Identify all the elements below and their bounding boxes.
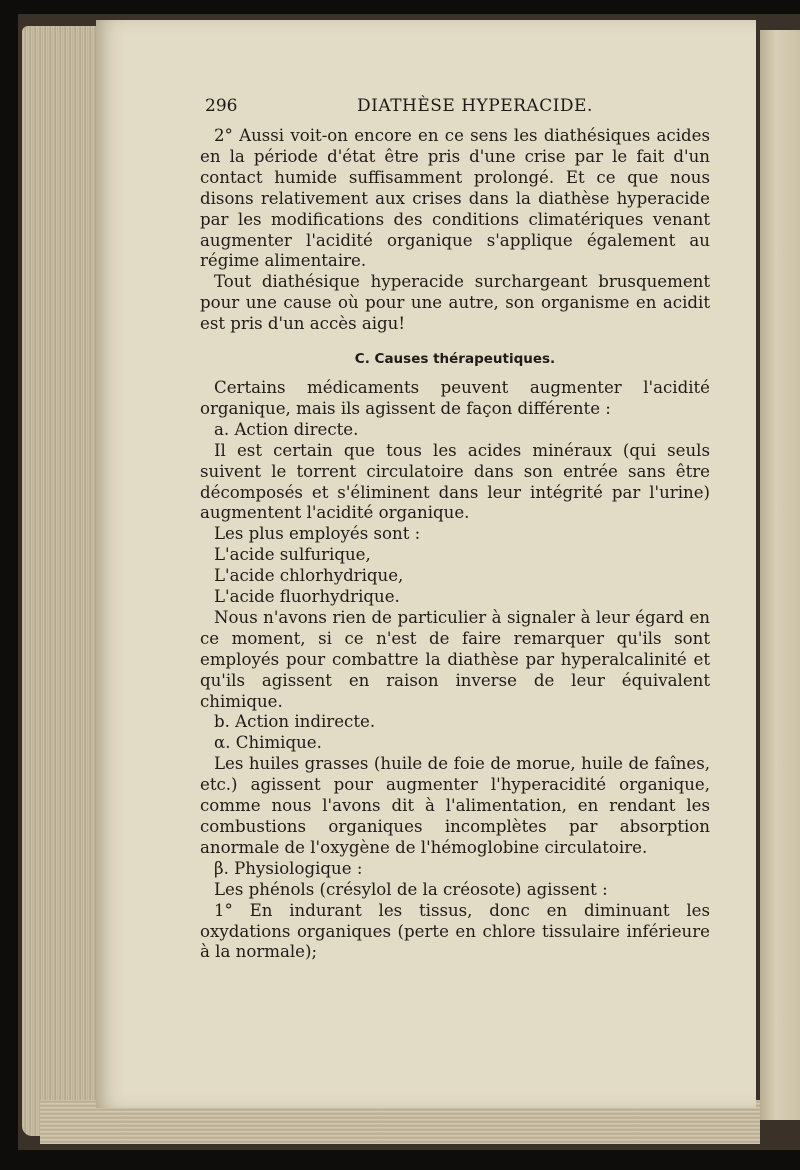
subheading: α. Chimique.	[214, 733, 322, 753]
facing-page-edge	[760, 30, 800, 1120]
paragraph: Il est certain que tous les acides minéraux (qui seuls suivent le torrent circulatoire dans son entrée sans être décomposés et s'éliminent dans leur intégrité par l'urine) augmentent l'acidité organique.	[200, 440, 710, 523]
page-number: 296	[205, 96, 238, 116]
list-item: L'acide sulfurique,	[214, 545, 371, 565]
paragraph: 2° Aussi voit-on encore en ce sens les diathésiques acides en la période d'état être pris d'une crise par le fait d'un contact humide suffisamment prolongé. Et ce que nous disons relativement aux crises dans la diathèse hyperacide par les modifications des conditions climatériques venant augmenter l'acidité organique s'applique également au régime alimentaire.	[200, 126, 710, 271]
list-item: L'acide chlorhydrique,	[214, 566, 404, 586]
subheading: a. Action directe.	[214, 419, 359, 439]
page-header	[205, 96, 725, 120]
paragraph: 1° En indurant les tissus, donc en diminuant les oxydations organiques (perte en chlore tissulaire inférieure à la normale);	[200, 900, 710, 962]
paragraph: Tout diathésique hyperacide surchargeant brusquement pour une cause où pour une autre, son organisme en acidit est pris d'un accès aigu!	[200, 272, 710, 334]
page-body	[200, 126, 710, 963]
subheading: β. Physiologique :	[214, 858, 363, 878]
paragraph: Certains médicaments peuvent augmenter l'acidité organique, mais ils agissent de façon différente :	[200, 377, 710, 418]
running-head: DIATHÈSE HYPERACIDE.	[357, 96, 593, 116]
paragraph: Les huiles grasses (huile de foie de morue, huile de faînes, etc.) agissent pour augmenter l'hyperacidité organique, comme nous l'avons dit à l'alimentation, en rendant les combustions organiques incomplètes par absorption anormale de l'oxygène de l'hémoglobine circulatoire.	[200, 754, 710, 857]
paragraph: Les phénols (crésylol de la créosote) agissent :	[214, 879, 608, 899]
paragraph: Les plus employés sont :	[214, 524, 421, 544]
paragraph: Nous n'avons rien de particulier à signaler à leur égard en ce moment, si ce n'est de faire remarquer qu'ils sont employés pour combattre la diathèse par hyperalcalinité et qu'ils agissent en raison inverse de leur équivalent chimique.	[200, 607, 710, 711]
subheading: b. Action indirecte.	[214, 712, 376, 732]
section-heading: C. Causes thérapeutiques.	[354, 351, 556, 368]
list-item: L'acide fluorhydrique.	[214, 587, 400, 607]
